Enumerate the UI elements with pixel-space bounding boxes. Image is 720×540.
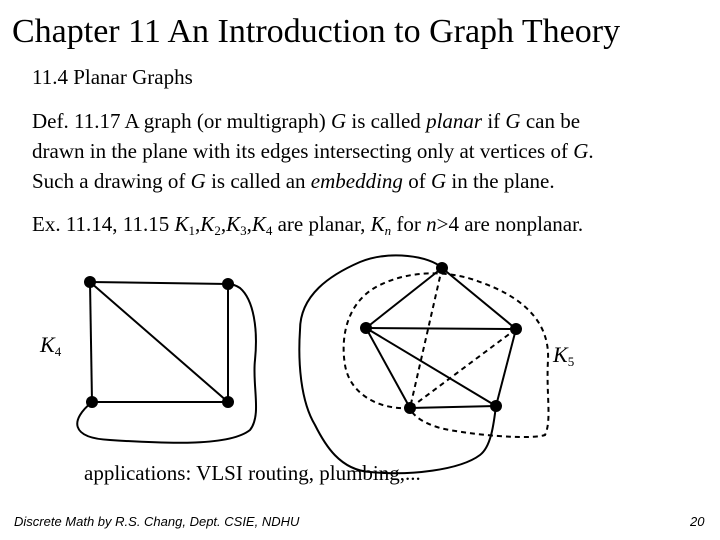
- footer-credit: Discrete Math by R.S. Chang, Dept. CSIE, NDHU: [14, 514, 300, 529]
- section-heading: 11.4 Planar Graphs: [32, 65, 193, 89]
- k5-edge: [410, 406, 496, 408]
- k5-edge: [366, 328, 516, 329]
- definition-line-2: drawn in the plane with its edges intersecting only at vertices of G.: [32, 139, 594, 163]
- k5-edge: [366, 268, 442, 328]
- k4-graph: [77, 282, 256, 443]
- k4-edge: [90, 282, 228, 402]
- k4-vertex: [84, 276, 96, 288]
- k4-vertex: [86, 396, 98, 408]
- definition-line-1: Def. 11.17 A graph (or multigraph) G is called planar if G can be: [32, 109, 581, 133]
- k4-outer-edge: [77, 284, 256, 443]
- k5-vertex: [490, 400, 502, 412]
- k5-edge: [442, 268, 516, 329]
- page-number: 20: [690, 514, 705, 529]
- k5-vertex: [510, 323, 522, 335]
- k5-label: $K_5$: [553, 342, 575, 369]
- k5-vertex: [436, 262, 448, 274]
- k5-graph: [299, 255, 548, 473]
- example-line: Ex. 11.14, 11.15 $K_1,K_2,K_3,K_4$ are planar, $K_n$ for n>4 are nonplanar.: [32, 212, 584, 238]
- k5-dashed-outer-edge: [344, 273, 549, 437]
- k4-label: $K_4$: [40, 332, 62, 359]
- k4-edge: [90, 282, 92, 402]
- page-title: Chapter 11 An Introduction to Graph Theory: [12, 13, 621, 50]
- k4-vertex: [222, 278, 234, 290]
- k5-vertex: [360, 322, 372, 334]
- k4-vertex: [222, 396, 234, 408]
- definition-line-3: Such a drawing of G is called an embedding of G in the plane.: [32, 169, 555, 193]
- applications-text: applications: VLSI routing, plumbing,...: [84, 461, 421, 485]
- k5-edge: [366, 328, 496, 406]
- k4-edge: [90, 282, 228, 284]
- k5-vertex: [404, 402, 416, 414]
- k5-edge: [366, 328, 410, 408]
